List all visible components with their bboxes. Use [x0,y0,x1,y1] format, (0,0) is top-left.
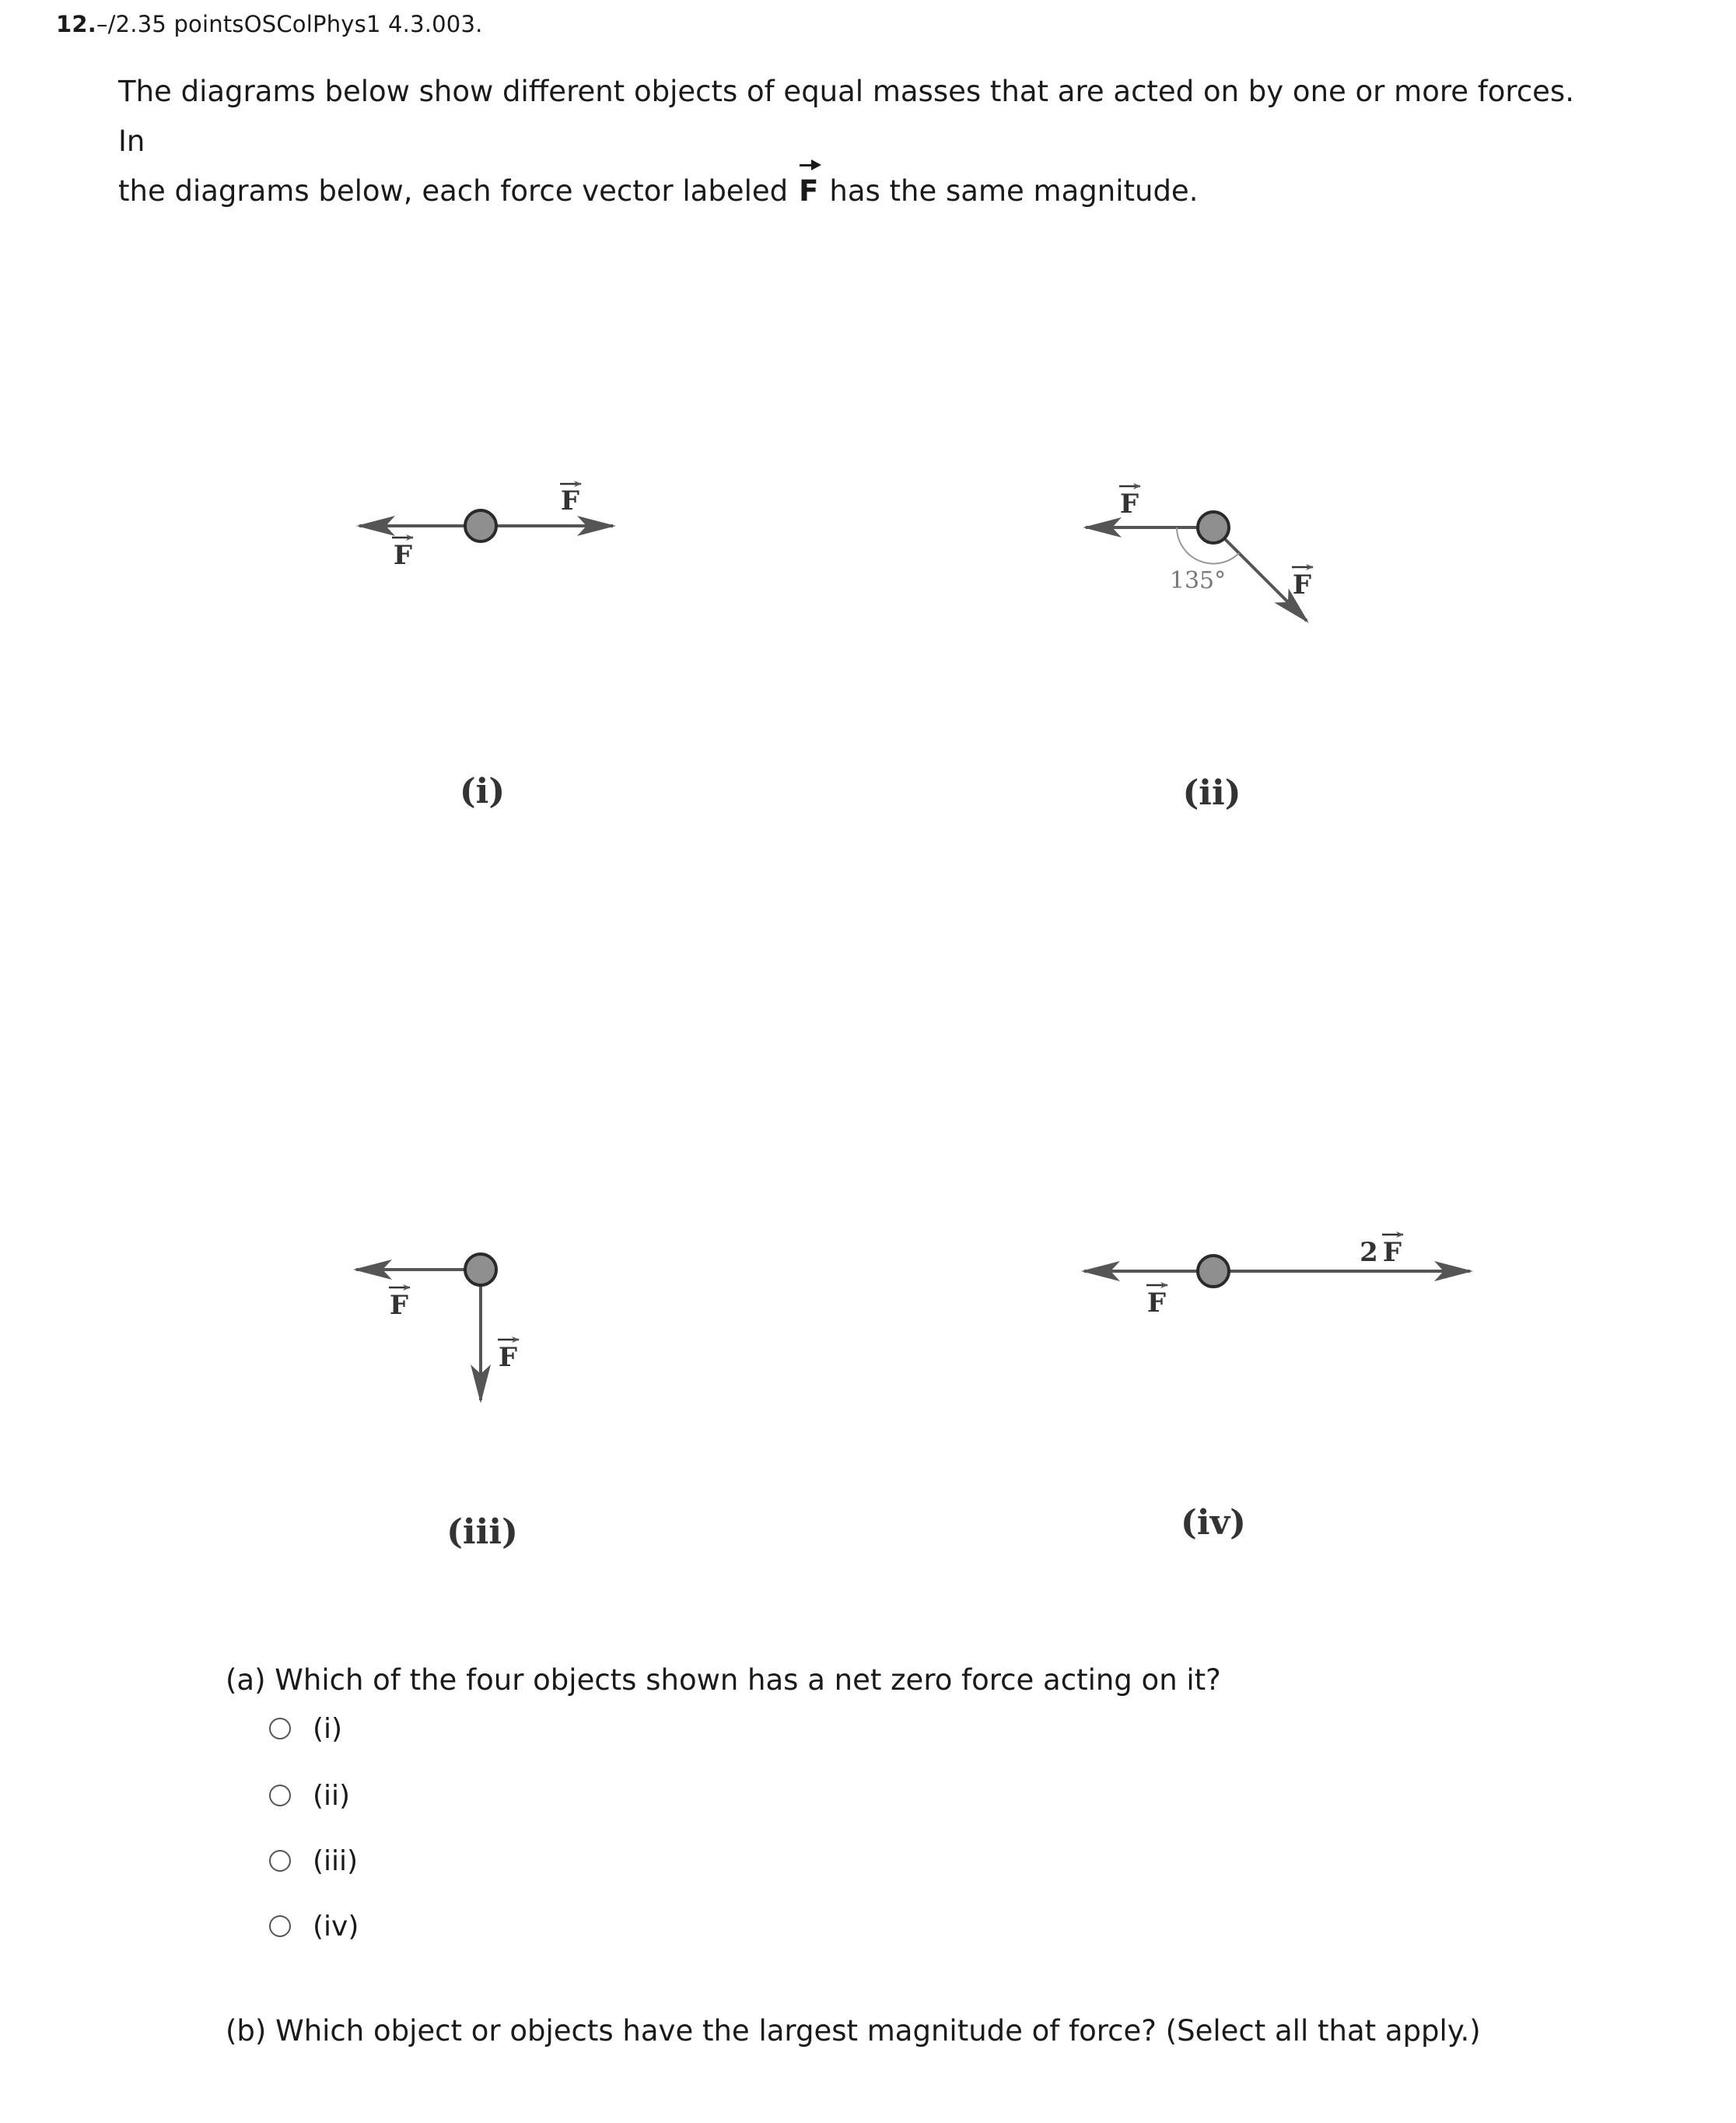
diagram-i [359,484,613,811]
radio-button[interactable] [269,1718,291,1739]
intro-line-1: The diagrams below show different objects of equal masses that are acted on by one or more forces. In [118,75,1574,158]
mass-ball [465,1254,496,1285]
option-a-ii[interactable] [269,1778,350,1813]
option-label: (i) [313,1712,343,1745]
question-a-prompt: (a) Which of the four objects shown has a net zero force acting on it? [226,1663,1221,1697]
force-vector-symbol: F [799,166,818,216]
option-label: (iv) [313,1910,359,1943]
diagram-caption-iv: (iv) [1181,1503,1246,1543]
force-label-diagonal [1292,567,1313,601]
svg-text:F: F [1382,1237,1402,1268]
diagram-ii [1086,486,1313,813]
mass-ball [1198,1256,1229,1287]
force-label-down [498,1340,519,1373]
svg-text:F: F [389,1290,409,1321]
force-label-right [560,484,581,517]
svg-text:F: F [560,485,580,517]
diagram-caption-ii: (ii) [1182,773,1241,813]
question-source: OSColPhys1 4.3.003. [243,11,483,37]
angle-label: 135° [1169,567,1227,594]
svg-text:F: F [1119,489,1139,520]
intro-line-2: the diagrams below, each force vector labeled F has the same magnitude. [118,166,1596,216]
question-points: –/2.35 points [96,11,244,37]
svg-text:F: F [1146,1287,1167,1319]
svg-text:F: F [1292,569,1312,601]
option-a-iii[interactable] [269,1843,358,1879]
radio-button[interactable] [269,1915,291,1937]
diagram-caption-i: (i) [459,772,506,811]
svg-text:F: F [498,1342,518,1373]
option-label: (iii) [313,1844,359,1877]
mass-ball [465,510,496,541]
diagram-iii [356,1254,519,1552]
option-a-iv[interactable] [269,1908,359,1944]
force-label-left [1119,486,1140,520]
radio-button[interactable] [269,1785,291,1806]
option-label: (ii) [313,1779,351,1812]
question-b-prompt: (b) Which object or objects have the largest magnitude of force? (Select all that apply.) [226,2014,1481,2048]
svg-text:2: 2 [1360,1237,1378,1268]
radio-button[interactable] [269,1850,291,1872]
question-number: 12. [56,11,96,37]
force-label-left [392,538,413,571]
option-a-i[interactable] [269,1711,342,1746]
force-label-left [1146,1285,1167,1319]
diagram-iv [1084,1235,1470,1543]
force-label-right [1360,1235,1403,1268]
svg-text:F: F [393,540,413,571]
force-label-left [389,1287,410,1321]
diagram-caption-iii: (iii) [446,1512,518,1552]
mass-ball [1198,512,1229,543]
